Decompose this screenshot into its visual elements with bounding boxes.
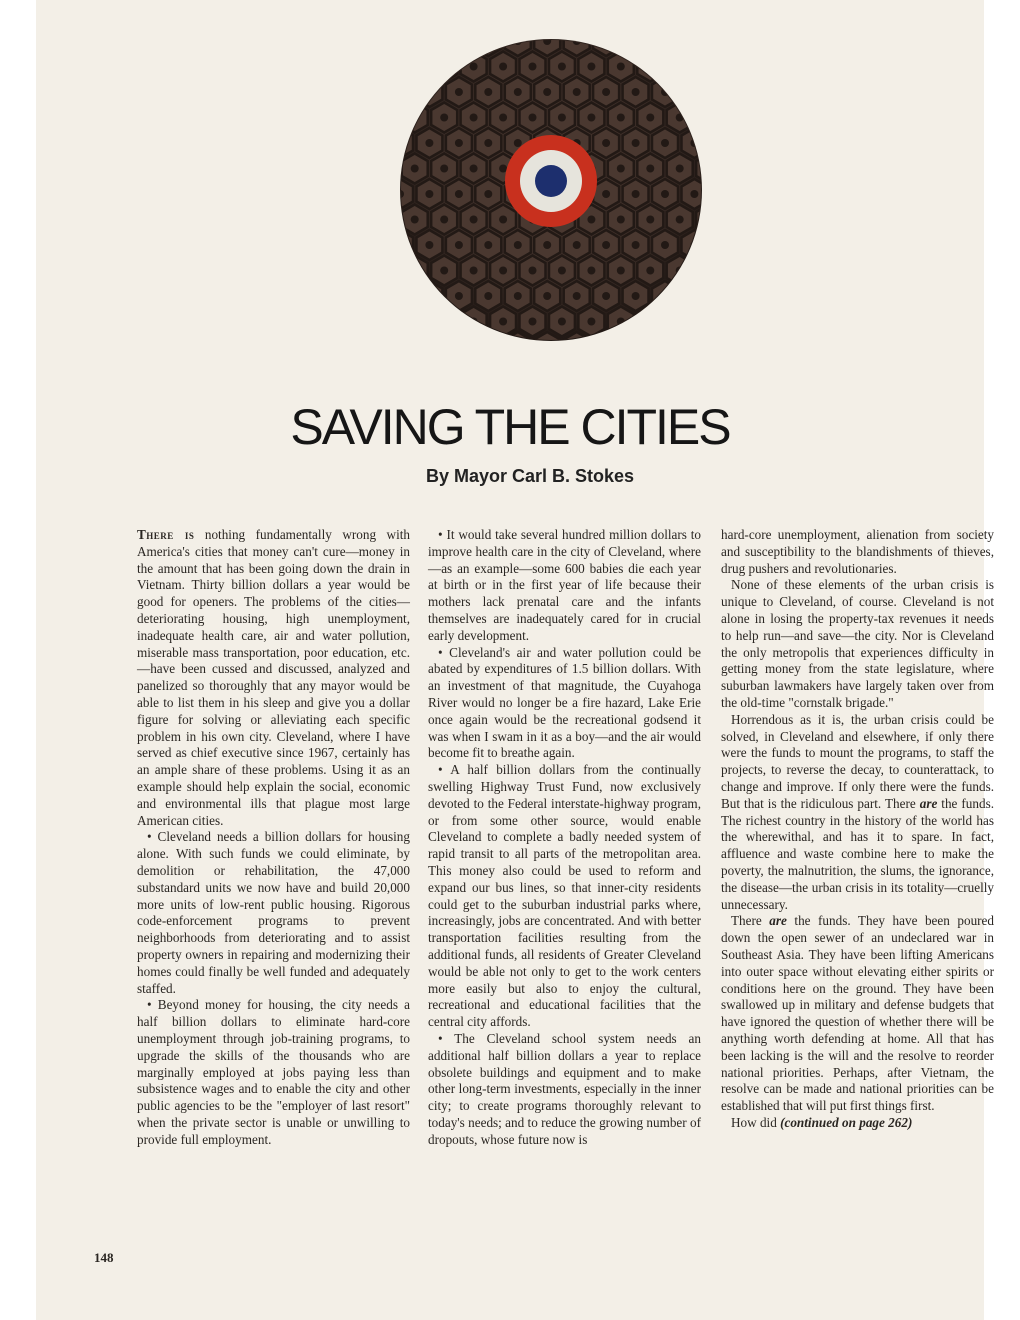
hex-cell-hole	[646, 216, 654, 224]
hex-cell-hole	[484, 241, 492, 249]
hex-cell-hole	[514, 88, 522, 96]
hex-cell-hole	[646, 114, 654, 122]
hex-cell-hole	[411, 267, 419, 275]
hex-cell-hole	[499, 216, 507, 224]
hex-cell-hole	[455, 139, 463, 147]
hex-cell-hole	[602, 292, 610, 300]
manhole-cover-illustration	[398, 37, 704, 343]
hex-cell-hole	[617, 267, 625, 275]
hex-cell	[431, 52, 457, 82]
paragraph: There is nothing fundamentally wrong with America's cities that money can't cure—money in the amount that has been going down the drain in Vietnam. Thirty billion dollars a year would be good for openers. The problems of the cities—deteriorating housing, high unemployment, inadequate health care, air and water pollution, miserable mass transportation, poor education, etc.—have been cussed and discussed, analyzed and panelized so thoroughly that any mayor would be able to list them in his sleep and give you a dollar figure for solving or alleviating each specific problem in his own city. Cleveland, where I have served as chief executive since 1967, certainly has an ample share of these problems. Using it as an example should help explain the social, economic and environmental ills that plague most large American cities.	[137, 527, 410, 828]
hex-cell-hole	[646, 318, 654, 326]
hex-cell-hole	[661, 139, 669, 147]
hex-cell-hole	[543, 292, 551, 300]
hex-cell-hole	[425, 241, 433, 249]
hex-cell	[417, 281, 443, 311]
hex-cell-hole	[558, 114, 566, 122]
hex-cell-hole	[661, 241, 669, 249]
hex-cell-hole	[676, 165, 684, 173]
hex-cell-hole	[602, 88, 610, 96]
text-column-1	[137, 527, 410, 1148]
hex-cell-hole	[440, 114, 448, 122]
hex-cell-hole	[632, 190, 640, 198]
hex-cell-hole	[587, 114, 595, 122]
paragraph: There are the funds. They have been poured down the open sewer of an undeclared war in Southeast Asia. They have been lifting Americans into outer space without elevating either spirits or conditions here on the ground. They have been swallowed up in military and defense budgets that have ignored the question of whether there will be anything worth defending at home. All that has been lacking is the will and the resolve to reorder national priorities. Perhaps, after Vietnam, the resolve can be made and national priorities can be established that will put first things first.	[721, 913, 995, 1114]
hex-cell-hole	[617, 63, 625, 71]
hex-cell-hole	[470, 267, 478, 275]
hex-cell-hole	[425, 292, 433, 300]
hex-cell-hole	[484, 88, 492, 96]
hex-cell-hole	[573, 88, 581, 96]
hex-cell-hole	[499, 63, 507, 71]
hex-cell-hole	[514, 139, 522, 147]
text-column-3	[721, 527, 994, 1132]
hex-cell-hole	[602, 37, 610, 45]
hex-cell	[461, 307, 487, 337]
hex-cell-hole	[425, 190, 433, 198]
hex-cell-hole	[455, 190, 463, 198]
hex-cell-hole	[440, 165, 448, 173]
hex-cell-hole	[617, 114, 625, 122]
hex-cell-hole	[543, 88, 551, 96]
hex-cell-hole	[646, 165, 654, 173]
hex-cell-hole	[470, 216, 478, 224]
hex-cell-hole	[425, 139, 433, 147]
continued-note: (continued on page 262)	[780, 1114, 913, 1130]
hex-cell-hole	[587, 267, 595, 275]
hex-cell-hole	[676, 216, 684, 224]
hex-cell-hole	[661, 292, 669, 300]
hex-cell-hole	[602, 241, 610, 249]
roundel-blue-center	[535, 165, 567, 197]
hex-cell-hole	[617, 165, 625, 173]
hex-cell-hole	[484, 190, 492, 198]
hex-cell-hole	[484, 37, 492, 45]
hex-cell-hole	[499, 318, 507, 326]
hex-cell-hole	[529, 267, 537, 275]
hex-cell-hole	[543, 37, 551, 45]
paragraph: • Cleveland needs a billion dollars for housing alone. With such funds we could eliminate, by demolition or rehabilitation, the 47,000 substandard units we now have and build 20,000 more units of low-rent public housing. Rigorous code-enforcement programs to prevent neighborhoods from deteriorating and to assist property owners in repairing and modernizing their homes could finally be well funded and adequately staffed.	[137, 829, 410, 996]
hex-cell-hole	[558, 318, 566, 326]
paragraph: • Cleveland's air and water pollution could be abated by expenditures of 1.5 billion dollars. With an investment of that magnitude, the Cuyahoga River would no longer be a fire hazard, Lake Erie once again would be the recreational godsend it was when I swam in it as a boy—and the air would become fit to breathe again.	[428, 644, 701, 761]
hex-cell-hole	[632, 88, 640, 96]
paragraph: Horrendous as it is, the urban crisis could be solved, in Cleveland and elsewhere, if only there were the funds to mount the programs, to staff the projects, to reverse the decay, to counterattack, to change and improve. If only there were the funds. But that is the ridiculous part. There are the funds. The richest country in the history of the world has the wherewithal, and has it to spare. In fact, affluence and waste combine here to make the poverty, the malnutrition, the slums, the ignorance, the disease—the urban crisis in its totality—cruelly unnecessary.	[721, 711, 995, 912]
hex-cell-hole	[617, 216, 625, 224]
hex-cell-hole	[455, 292, 463, 300]
hex-cell-hole	[587, 63, 595, 71]
lead-in: There is	[137, 527, 195, 542]
paragraph: None of these elements of the urban crisis is unique to Cleveland, of course. Cleveland is not alone in losing the property-tax revenues it needs to help run—and save—the city. Nor is Cleveland the only metropolis that experiences difficulty in getting money from the state legislature, where suburban lawmakers have largely taken over from the old-time "cornstalk brigade."	[721, 577, 994, 710]
hex-cell-hole	[455, 241, 463, 249]
hex-cell-hole	[470, 63, 478, 71]
hex-cell-hole	[661, 190, 669, 198]
article-byline: By Mayor Carl B. Stokes	[425, 466, 635, 486]
hex-cell-hole	[440, 63, 448, 71]
paragraph: • It would take several hundred million dollars to improve health care in the city of Cleveland, where—as an example—some 600 babies die each year at birth or in the first year of life because their mothers lack prenatal care and the infants themselves are inadequately cared for in crucial early development.	[428, 527, 701, 643]
hex-cell-hole	[573, 241, 581, 249]
hex-cell-hole	[587, 216, 595, 224]
hex-cell-hole	[455, 88, 463, 96]
page-number: 148	[94, 1250, 114, 1265]
hex-cell	[417, 77, 443, 107]
hex-cell-hole	[646, 63, 654, 71]
hex-cell-hole	[514, 241, 522, 249]
hex-cell-hole	[632, 241, 640, 249]
hex-cell-hole	[514, 292, 522, 300]
hex-cell-hole	[529, 63, 537, 71]
hex-cell-hole	[411, 165, 419, 173]
magazine-page	[36, 0, 995, 1320]
paragraph: How did (continued on page 262)	[731, 1114, 913, 1130]
hex-cell-hole	[440, 216, 448, 224]
hex-cell-hole	[470, 114, 478, 122]
hex-cell	[682, 230, 705, 260]
hex-cell-hole	[602, 139, 610, 147]
hex-cell	[652, 281, 678, 311]
paragraph: • Beyond money for housing, the city needs a half billion dollars to eliminate hard-core unemployment through job-training programs, to upgrade the skills of the thousands who are marginally employed at jobs paying less than subsistence wages and to enable the city and other public agencies to be the "employer of last resort" when the private sector is unable or unwilling to provide full employment.	[137, 997, 410, 1147]
paragraph: • The Cleveland school system needs an additional half billion dollars a year to replace obsolete buildings and equipment and to make other long-term investments, especially in the inner city; to create programs thoroughly relevant to today's needs; and to reduce the growing number of dropouts, whose future now is	[428, 1030, 701, 1147]
hex-cell-hole	[484, 139, 492, 147]
hex-cell-hole	[632, 292, 640, 300]
hex-cell-hole	[440, 267, 448, 275]
hex-cell-hole	[646, 267, 654, 275]
hex-cell-hole	[470, 165, 478, 173]
hex-cell-hole	[411, 216, 419, 224]
hex-cell-hole	[587, 318, 595, 326]
hex-cell-hole	[543, 241, 551, 249]
hex-cell-hole	[602, 190, 610, 198]
article-title: SAVING THE CITIES	[290, 399, 730, 455]
hex-cell-hole	[398, 241, 404, 249]
hex-cell-hole	[690, 190, 698, 198]
text-column-2	[428, 527, 701, 1148]
hex-cell-hole	[499, 114, 507, 122]
paragraph: • A half billion dollars from the continually swelling Highway Trust Fund, now exclusively devoted to the Federal interstate-highway program, or from some other source, would enable Cleveland to complete a badly needed system of rapid transit to all parts of the metropolitan area. This money also could be used to reform and expand our bus lines, so that inner-city residents could get to the suburban industrial parks where, increasingly, jobs are concentrated. And with better transportation facilities resulting from the additional funds, all residents of Greater Cleveland would be able not only to get to the work centers more easily but also to enjoy the cultural, recreational and educational facilities that the central city affords.	[428, 762, 701, 1030]
hex-cell	[402, 103, 428, 133]
hex-cell-hole	[632, 139, 640, 147]
hex-cell-hole	[529, 318, 537, 326]
hex-cell-hole	[573, 292, 581, 300]
hex-cell-hole	[529, 114, 537, 122]
hex-cell-hole	[499, 165, 507, 173]
hex-cell-hole	[398, 139, 404, 147]
paragraph: hard-core unemployment, alienation from society and susceptibility to the blandishments of thieves, drug pushers and revolutionaries.	[721, 527, 994, 576]
hex-cell-hole	[425, 88, 433, 96]
hex-cell-hole	[484, 292, 492, 300]
hex-cell-hole	[558, 63, 566, 71]
hex-cell-hole	[558, 267, 566, 275]
hex-cell-hole	[499, 267, 507, 275]
